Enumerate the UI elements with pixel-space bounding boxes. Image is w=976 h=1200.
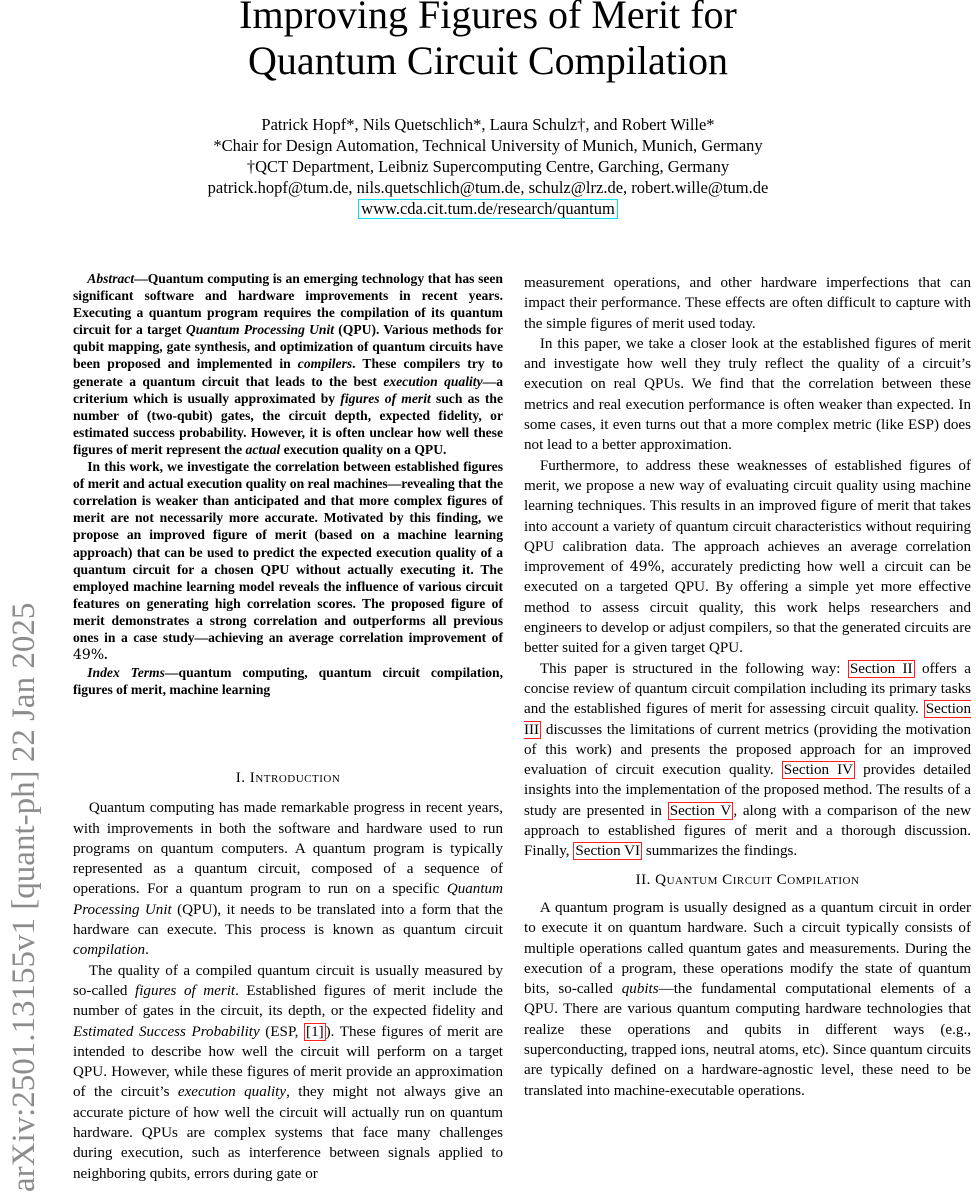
affiliation-tum: *Chair for Design Automation, Technical University of Munich, Munich, Germany [213,136,763,155]
section-vi-link[interactable]: Section VI [575,843,641,860]
section-ii-link[interactable]: Section II [849,660,913,677]
section-v-link[interactable]: Section V [669,802,732,819]
section-iii-link[interactable]: Section III [524,701,971,738]
intro-paragraph-1: Quantum computing has made remarkable progress in recent years, with improvements in both the software and hardware used to run programs on quantum computers. A quantum program is typically represented as a quantum circuit, composed of a sequence of operations. For a quantum program to run on a specific Quantum Processing Unit (QPU), it needs to be translated into a form that the hardware can execute. This process is known as quantum circuit compilation. [73,800,503,959]
paper-title [0,0,976,84]
citation-link[interactable]: [1] [306,1023,324,1040]
website-link[interactable]: www.cda.cit.tum.de/research/quantum [358,199,618,219]
intro-paragraph-5: Furthermore, to address these weaknesses of established figures of merit, we propose a new way of evaluating circuit quality using machine learning techniques. This results in an improved figure of merit that takes into account a variety of quantum circuit characteristics without requiring QPU calibration data. The approach achieves an average correlation improvement of 49%, accurately predicting how well a circuit can be executed on a targeted QPU. By offering a simple yet more effective method to assess circuit quality, this work helps researchers and engineers to develop or adjust compilers, so that the generated circuits are better suited for a given target QPU. [524,457,971,657]
title-line-1: Improving Figures of Merit for [239,0,737,37]
intro-paragraph-2: The quality of a compiled quantum circuit is usually measured by so-called figures of merit. Established figures of merit include the number of gates in the circuit, its depth, or the expected fidelity and Estimated Success Probability (ESP, [1] ). These figures of merit are intended to describe how well the circuit will perform on a target QPU. However, while these figures of merit provide an approximation of the circuit’s execution quality, they might not always give an accurate picture of how well the circuit will actually run on quantum hardware. QPUs are complex systems that face many challenges during execution, such as interference between signals applied to neighboring qubits, errors during gate or [73,962,503,1182]
right-column [524,273,971,1101]
compilation-paragraph-1: A quantum program is usually designed as a quantum circuit in order to execute it on quantum hardware. Such a circuit typically consists of multiple operations called quantum gates and measurements. During the execution of a program, these operations modify the state of quantum bits, so-called qubits—the fundamental computational elements of a QPU. There are various quantum computing hardware technologies that realize these operations and qubits in different ways (e.g., superconducting, trapped ions, neutral atoms, etc). Since quantum circuits are typically defined on a hardware-agnostic level, these need to be translated into machine-executable operations. [524,899,971,1099]
title-line-2: Quantum Circuit Compilation [248,38,728,83]
section-iv-link[interactable]: Section IV [783,762,854,779]
abstract-paragraph-1: Abstract—Quantum computing is an emerging technology that has seen significant software and hardware improvements in recent years. Executing a quantum program requires the compilation of its quantum circuit for a target Quantum Processing Unit (QPU). Various methods for qubit mapping, gate synthesis, and optimization of quantum circuits have been proposed and implemented in compilers. These compilers try to generate a quantum circuit that leads to the best execution quality—a criterium which is usually approximated by figures of merit such as the number of (two-qubit) gates, the circuit depth, expected fidelity, or estimated success probability. However, it is often unclear how well these figures of merit represent the actual execution quality on a QPU. [73,271,503,457]
section-heading-introduction: I. Introduction [235,770,341,786]
introduction-left [73,770,503,1184]
author-list: Patrick Hopf*, Nils Quetschlich*, Laura Schulz†, and Robert Wille* [261,115,715,134]
affiliation-lrz: †QCT Department, Leibniz Supercomputing Centre, Garching, Germany [246,157,730,176]
left-column [73,270,503,698]
author-emails: patrick.hopf@tum.de, nils.quetschlich@tum.de, schulz@lrz.de, robert.wille@tum.de [207,178,769,197]
intro-paragraph-4: In this paper, we take a closer look at the established figures of merit and investigate how well they truly reflect the quality of a circuit’s execution on real QPUs. We find that the correlation between these metrics and real execution performance is often weaker than expected. In some cases, it even turns out that a more complex metric (like ESP) does not lead to a better approximation. [524,335,971,454]
author-block [0,114,976,219]
index-terms: Index Terms—quantum computing, quantum circuit compilation, figures of merit, machine learning [73,665,503,698]
arxiv-identifier: arXiv:2501.13155v1 [quant-ph] 22 Jan 2025 [6,602,42,1192]
section-heading-compilation: II. Quantum Circuit Compilation [635,871,860,888]
intro-paragraph-6: This paper is structured in the following way: Section II offers a concise review of quantum circuit compilation including its primary tasks and the established figures of merit for assessing circuit quality. Section III discusses the limitations of current metrics (providing the motivation of this work) and presents the proposed approach for an improved evaluation of circuit execution quality. Section IV provides detailed insights into the implementation of the proposed method. The results of a study are presented in Section V , along with a comparison of the new approach to established figures of merit and a thorough discussion. Finally, Section VI summarizes the findings. [524,660,971,860]
abstract-paragraph-2: In this work, we investigate the correlation between established figures of merit and actual execution quality on real machines—revealing that the correlation is weaker than anticipated and that more complex figures of merit are not necessarily more accurate. Motivated by this finding, we propose an improved figure of merit (based on a machine learning approach) that can be used to predict the expected execution quality of a quantum circuit for a chosen QPU without actually executing it. The employed machine learning model reveals the influence of various circuit features on generating high correlation scores. The proposed figure of merit demonstrates a strong correlation and outperforms all previous ones in a case study—achieving an average correlation improvement of 49%. [73,459,503,664]
intro-paragraph-3: measurement operations, and other hardware imperfections that can impact their performance. These effects are often difficult to capture with the simple figures of merit used today. [524,275,971,332]
